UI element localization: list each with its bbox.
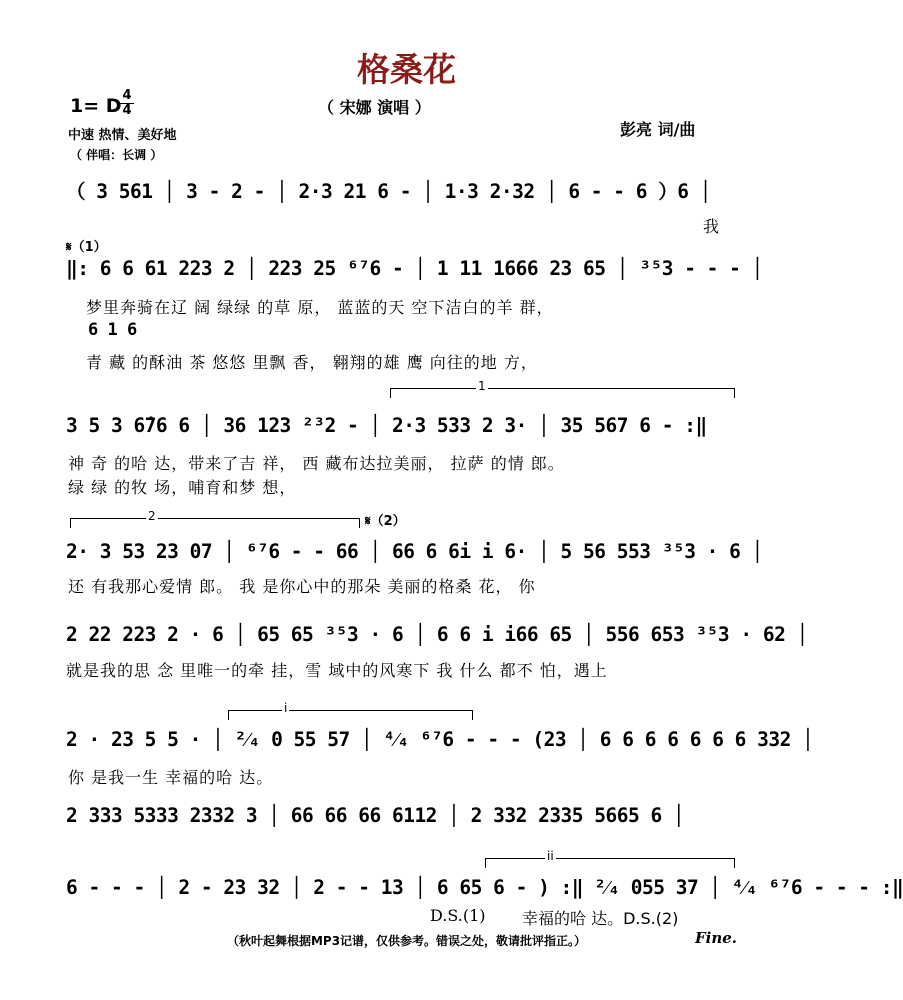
music-line-2: ‖: 6 6 61 223 2 │ 223 25 ⁶⁷6 - │ 1 11 1666 23 65 │ ³⁵3 - - - │ xyxy=(66,257,763,280)
music-line-4: 3 5 3 6̂76 6 │ 36 123 ²³2 - │ 2·3 533 2 3· │ 35 567 6 - :‖ xyxy=(66,414,707,437)
music-line-6: 2 22 223 2 · 6 │ 65 65 ³⁵3 · 6 │ 6 6 i i66 65 │ 556 653 ³⁵3 · 62 │ xyxy=(66,623,808,646)
ending-lyric: 幸福的哈 达。D.S.(2) xyxy=(522,909,679,928)
time-signature-top: 4 xyxy=(122,88,132,103)
lyric-line-3: 青 藏 的酥油 茶 悠悠 里飘 香， 翱翔的雄 鹰 向往的地 方， xyxy=(86,353,538,372)
time-signature-bottom: 4 xyxy=(120,103,134,118)
footnote: （秋叶起舞根据MP3记谱，仅供参考。错误之处，敬请批评指正。） xyxy=(226,934,587,948)
fine-marking: Fine. xyxy=(695,929,738,947)
segno-2 xyxy=(365,510,406,529)
author-credit: 彭亮 词/曲 xyxy=(620,120,696,139)
music-line-3: 6 1 6 xyxy=(88,320,137,340)
segno-1-label: （1） xyxy=(71,240,107,255)
lyric-line-1: 我 xyxy=(703,217,721,236)
volta-1-label: 1 xyxy=(478,379,486,393)
music-line-5: 2· 3 53 23 07 │ ⁶⁷6 - - 66 │ 66 6 6i i 6· │ 5 56 553 ³⁵3 · 6 │ xyxy=(66,540,763,563)
volta-2-label: 2 xyxy=(148,509,156,523)
segno-icon: 𝄋 xyxy=(365,514,371,529)
segno-icon: 𝄋 xyxy=(66,240,72,255)
song-title: 格桑花 xyxy=(357,50,456,89)
lyric-line-2: 梦里奔骑在辽 阔 绿绿 的草 原， 蓝蓝的天 空下洁白的羊 群， xyxy=(86,298,554,317)
lyric-line-4b: 绿 绿 的牧 场，哺育和梦 想， xyxy=(68,478,297,497)
segno-2-label: （2） xyxy=(370,514,406,529)
music-line-9: 6 - - - │ 2 - 23 32 │ 2 - - 13 │ 6 65 6 - ) :‖ ²⁄₄ 055 37 │ ⁴⁄₄ ⁶⁷6 - - - :‖ xyxy=(66,876,903,899)
lyric-line-5: 还 有我那心爱情 郎。 我 是你心中的那朵 美丽的格桑 花， 你 xyxy=(68,577,536,596)
singer-credit: （ 宋娜 演唱 ） xyxy=(318,98,431,117)
accompaniment-note: （ 伴唱：长调 ） xyxy=(70,148,163,162)
music-line-1: （ 3 561 │ 3 - 2 - │ 2·3 21 6 - │ 1·3 2·32 │ 6 - - 6 ）6 │ xyxy=(66,180,711,203)
volta-i-label: i xyxy=(284,701,288,715)
lyric-line-7: 你 是我一生 幸福的哈 达。 xyxy=(68,768,274,787)
tempo-marking: 中速 热情、美好地 xyxy=(68,128,177,143)
segno-1 xyxy=(66,236,107,255)
key-signature: 1= D xyxy=(70,95,122,117)
time-signature xyxy=(120,89,134,118)
volta-ii-label: ii xyxy=(547,849,554,863)
lyric-line-6: 就是我的思 念 里唯一的牵 挂，雪 域中的风寒下 我 什么 都不 怕，遇上 xyxy=(66,661,608,680)
music-line-7: 2 · 23 5 5 · │ ²⁄₄ 0 55 57 │ ⁴⁄₄ ⁶⁷6 - - - (23 │ 6 6 6 6 6 6 6 332 │ xyxy=(66,728,814,751)
dal-segno-1: D.S.(1) xyxy=(430,906,486,925)
lyric-line-4a: 神 奇 的哈 达，带来了吉 祥， 西 藏布达拉美丽， 拉萨 的情 郎。 xyxy=(68,454,565,473)
music-line-8: 2 333 5333 2332 3 │ 66 66 66 6112 │ 2 332 2335 5665 6 │ xyxy=(66,804,685,827)
